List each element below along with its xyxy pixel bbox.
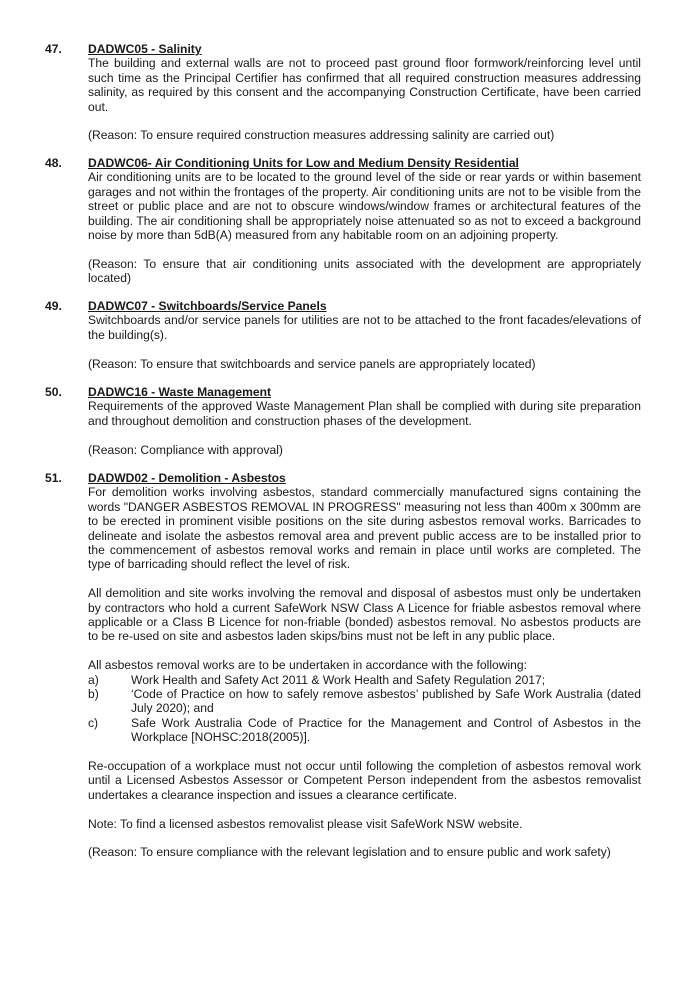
condition-number: 49. xyxy=(45,299,62,313)
condition-reason: (Reason: To ensure required construction measures addressing salinity are carried out) xyxy=(88,128,555,143)
condition-paragraph: Switchboards and/or service panels for utilities are not to be attached to the front facades/elevations of the building(s). xyxy=(88,313,641,342)
list-item-text: Safe Work Australia Code of Practice for the Management and Control of Asbestos in the Workplace [NOHSC:2018(2005)]. xyxy=(131,715,641,745)
condition-number: 51. xyxy=(45,471,62,485)
requirements-list xyxy=(88,673,641,745)
list-item xyxy=(88,687,641,716)
list-item-label: a) xyxy=(88,672,99,687)
condition-paragraph: The building and external walls are not to proceed past ground floor formwork/reinforcing level until such time as the Principal Certifier has confirmed that all required construction measures addressing salinity, as required by this consent and the accompanying Construction Certificate, have been carried out. xyxy=(88,56,641,114)
condition-title: DADWC07 - Switchboards/Service Panels xyxy=(88,299,327,313)
condition-paragraph: Air conditioning units are to be located to the ground level of the side or rear yards or within basement garages and not within the frontages of the property. Air conditioning units are not to be visible from the street or public place and are not to obscure windows/window frames or architectural features of the building. The air conditioning shall be appropriately noise attenuated so as not to exceed a background noise by more than 5dB(A) measured from any habitable room on an adjoining property. xyxy=(88,170,641,243)
condition-reason: (Reason: Compliance with approval) xyxy=(88,442,283,457)
condition-note: Note: To find a licensed asbestos removalist please visit SafeWork NSW website. xyxy=(88,816,523,831)
list-intro: All asbestos removal works are to be undertaken in accordance with the following: xyxy=(88,658,527,673)
list-item xyxy=(88,673,641,687)
condition-paragraph: Re-occupation of a workplace must not occur until following the completion of asbestos removal work until a Licensed Asbestos Assessor or Competent Person independent from the asbestos removalist undertakes a clearance inspection and issues a clearance certificate. xyxy=(88,759,641,802)
condition-number: 48. xyxy=(45,156,62,170)
condition-paragraph: All demolition and site works involving the removal and disposal of asbestos must only be undertaken by contractors who hold a current SafeWork NSW Class A Licence for friable asbestos removal where applicable or a Class B Licence for non-friable (bonded) asbestos removal. No asbestos products are to be re-used on site and asbestos laden skips/bins must not be left in any public place. xyxy=(88,586,641,644)
condition-title: DADWC16 - Waste Management xyxy=(88,385,272,399)
condition-paragraph: Requirements of the approved Waste Management Plan shall be complied with during site preparation and throughout demolition and construction phases of the development. xyxy=(88,399,641,428)
list-item-text: Work Health and Safety Act 2011 & Work Health and Safety Regulation 2017; xyxy=(131,672,546,687)
list-item-label: b) xyxy=(88,687,99,702)
condition-title: DADWC06- Air Conditioning Units for Low and Medium Density Residential xyxy=(88,156,519,170)
condition-reason: (Reason: To ensure that switchboards and service panels are appropriately located) xyxy=(88,356,536,371)
condition-title: DADWC05 - Salinity xyxy=(88,42,202,56)
condition-reason: (Reason: To ensure that air conditioning units associated with the development are appropriately located) xyxy=(88,256,641,286)
condition-reason: (Reason: To ensure compliance with the relevant legislation and to ensure public and work safety) xyxy=(88,845,611,860)
condition-title: DADWD02 - Demolition - Asbestos xyxy=(88,471,286,485)
list-item xyxy=(88,716,641,745)
condition-number: 47. xyxy=(45,42,62,56)
list-item-label: c) xyxy=(88,715,99,730)
condition-paragraph: For demolition works involving asbestos, standard commercially manufactured signs containing the words "DANGER ASBESTOS REMOVAL IN PROGRESS" measuring not less than 400m x 300mm are to be erected in prominent visible positions on the site during asbestos removal works. Barricades to delineate and isolate the asbestos removal area and prevent public access are to be installed prior to the commencement of asbestos removal works and remain in place until works are completed. The type of barricading should reflect the level of risk. xyxy=(88,485,641,572)
condition-number: 50. xyxy=(45,385,62,399)
list-item-text: ‘Code of Practice on how to safely remove asbestos’ published by Safe Work Australia (dated July 2020); and xyxy=(131,687,641,716)
